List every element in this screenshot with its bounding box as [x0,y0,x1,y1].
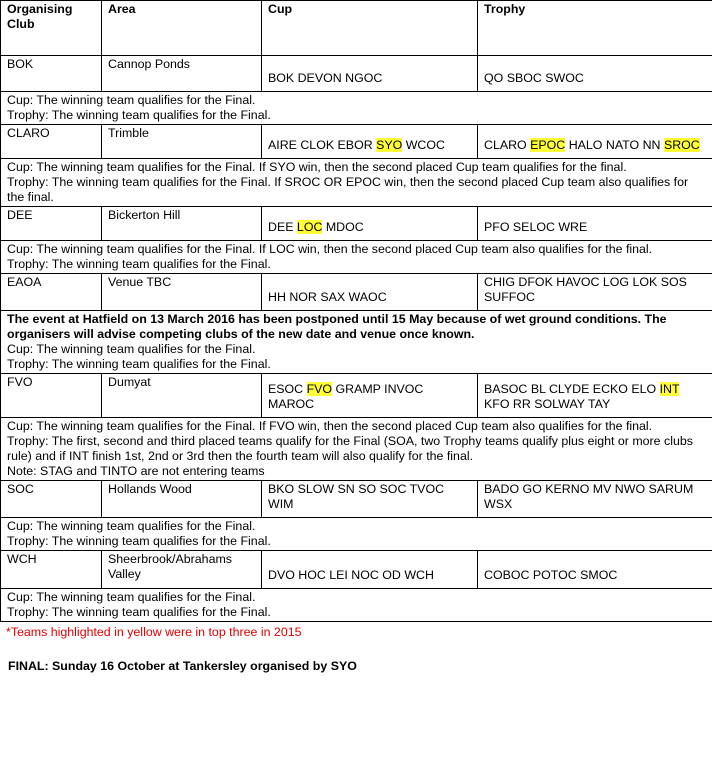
cup-cell [262,125,478,159]
team-list-text: PFO SELOC WRE [484,220,588,234]
team-list-text: DEE [268,220,297,234]
qualification-note: Cup: The winning team qualifies for the Final. If SYO win, then the second placed Cup team qualifies for the final. [7,160,627,174]
notes-cell [1,92,712,125]
team-list-text: BOK DEVON NGOC [268,71,383,85]
club-cell: EAOA [1,274,102,311]
qualification-note: Cup: The winning team qualifies for the Final. If FVO win, then the second placed Cup team also qualifies for the final. [7,419,653,433]
qualification-note: Trophy: The winning team qualifies for the Final. [7,357,271,371]
header-row [1,1,712,56]
trophy-cell [478,125,712,159]
qualification-note: Trophy: The winning team qualifies for the Final. [7,257,271,271]
club-cell: FVO [1,374,102,418]
area-cell: Bickerton Hill [102,207,262,241]
team-list-text: HALO NATO NN [565,138,664,152]
header-area: Area [102,1,262,56]
team-list-text: CLARO [484,138,531,152]
highlighted-team: INT [659,382,680,396]
header-cup: Cup [262,1,478,56]
highlighted-team: EPOC [530,138,566,152]
notes-row [1,159,712,207]
team-list-text: ESOC [268,382,307,396]
header-club: Organising Club [1,1,102,56]
team-list-text: MDOC [322,220,364,234]
area-cell: Hollands Wood [102,481,262,518]
highlighted-team: SROC [663,138,700,152]
notes-cell [1,311,712,374]
notes-row [1,311,712,374]
club-row [1,274,712,311]
team-list-text: CHIG DFOK HAVOC LOG LOK SOS SUFFOC [484,275,687,304]
team-list-text: DVO HOC LEI NOC OD WCH [268,568,434,582]
trophy-cell [478,481,712,518]
club-row [1,56,712,92]
final-info: FINAL: Sunday 16 October at Tankersley organised by SYO [8,659,357,673]
notes-row [1,418,712,481]
cup-cell [262,207,478,241]
team-list-text: BADO GO KERNO MV NWO SARUM WSX [484,482,694,511]
team-list-text: QO SBOC SWOC [484,71,584,85]
club-row [1,125,712,159]
area-cell: Cannop Ponds [102,56,262,92]
cup-cell [262,274,478,311]
area-cell: Venue TBC [102,274,262,311]
notes-cell [1,589,712,622]
qualification-note: Trophy: The first, second and third placed teams qualify for the Final (SOA, two Trophy teams qualify plus eight or more clubs rule) and if INT finish 1st, 2nd or 3rd then the fourth team will also qualify for the final. [7,434,693,463]
club-cell: SOC [1,481,102,518]
qualification-note: Note: STAG and TINTO are not entering teams [7,464,265,478]
team-list-text: WCOC [402,138,445,152]
trophy-cell [478,551,712,589]
notes-cell [1,418,712,481]
trophy-cell [478,274,712,311]
team-list-text: AIRE CLOK EBOR [268,138,377,152]
area-cell: Sheerbrook/Abrahams Valley [102,551,262,589]
header-trophy: Trophy [478,1,712,56]
highlighted-team: FVO [306,382,333,396]
club-cell: DEE [1,207,102,241]
notes-row [1,241,712,274]
area-cell: Dumyat [102,374,262,418]
team-list-text: COBOC POTOC SMOC [484,568,618,582]
team-list-text: BASOC BL CLYDE ECKO ELO [484,382,660,396]
qualification-note: Trophy: The winning team qualifies for the Final. [7,534,271,548]
club-row [1,207,712,241]
qualification-note: Trophy: The winning team qualifies for the Final. [7,108,271,122]
team-list-text: GRAMP INVOC MAROC [268,382,424,411]
qualification-note: Trophy: The winning team qualifies for the Final. [7,605,271,619]
notes-cell [1,518,712,551]
trophy-cell [478,207,712,241]
club-row [1,551,712,589]
notes-cell [1,241,712,274]
qualification-note: Trophy: The winning team qualifies for the Final. If SROC OR EPOC win, then the second placed Cup team also qualifies for the final. [7,175,689,204]
footnote: *Teams highlighted in yellow were in top three in 2015 [6,625,302,639]
team-list-text: BKO SLOW SN SO SOC TVOC WIM [268,482,445,511]
club-cell: BOK [1,56,102,92]
qualification-note: Cup: The winning team qualifies for the Final. [7,519,256,533]
trophy-cell [478,56,712,92]
cup-cell [262,481,478,518]
qualification-note: Cup: The winning team qualifies for the Final. If LOC win, then the second placed Cup team also qualifies for the final. [7,242,653,256]
team-list-text: KFO RR SOLWAY TAY [484,397,611,411]
postponement-notice: The event at Hatfield on 13 March 2016 has been postponed until 15 May because of wet ground conditions. The organisers will advise competing clubs of the new date and venue once known. [7,312,667,341]
trophy-cell [478,374,712,418]
club-row [1,481,712,518]
cup-cell [262,374,478,418]
cup-cell [262,56,478,92]
team-list-text: HH NOR SAX WAOC [268,290,387,304]
notes-row [1,589,712,622]
cup-cell [262,551,478,589]
qualification-note: Cup: The winning team qualifies for the Final. [7,590,256,604]
notes-row [1,518,712,551]
notes-row [1,92,712,125]
club-cell: WCH [1,551,102,589]
qualification-note: Cup: The winning team qualifies for the Final. [7,93,256,107]
notes-cell [1,159,712,207]
highlighted-team: LOC [296,220,323,234]
area-cell: Trimble [102,125,262,159]
highlighted-team: SYO [376,138,403,152]
club-row [1,374,712,418]
qualification-note: Cup: The winning team qualifies for the Final. [7,342,256,356]
club-cell: CLARO [1,125,102,159]
